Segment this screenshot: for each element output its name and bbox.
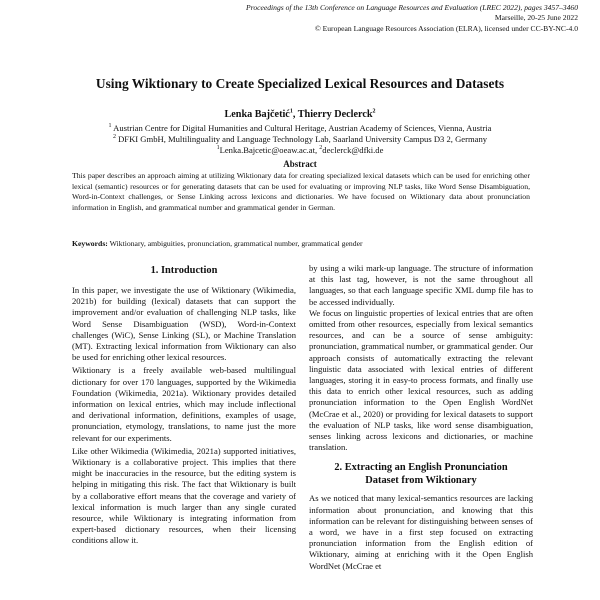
section-heading-line: 2. Extracting an English Pronunciation xyxy=(334,462,508,474)
section-heading-introduction: 1. Introduction xyxy=(150,265,218,276)
abstract-heading: Abstract xyxy=(283,159,317,169)
email-sup: 1 xyxy=(216,144,220,151)
keywords-label: Keywords: xyxy=(72,239,108,248)
email-sup: 2 xyxy=(319,144,323,151)
paper-title: Using Wiktionary to Create Specialized Lexical Resources and Datasets xyxy=(95,76,505,91)
aff-sup: 1 xyxy=(108,123,112,130)
author-name: Thierry Declerck xyxy=(297,109,373,120)
paragraph: As we noticed that many lexical-semantics resources are lacking information about pronunciation, and knowing that this information can be relevant for distinguishing between senses of a word, we have in a first step focused on extracting pronunciation information from the English edition of Wiktionary, aiming at enriching with it the Open English WordNet (McCrae et xyxy=(309,493,533,571)
proceedings-line: Proceedings of the 13th Conference on Language Resources and Evaluation (LREC 2022), pages 3457–3460 xyxy=(246,3,578,12)
proceedings-header xyxy=(246,3,578,34)
email-text: declerck@dfki.de xyxy=(322,144,384,155)
author-line xyxy=(0,109,600,120)
author-sup: 1 xyxy=(289,108,293,115)
author-name: Lenka Bajčetić xyxy=(224,109,290,120)
author-separator: , xyxy=(292,109,298,120)
keywords xyxy=(72,239,530,250)
proceedings-location: Marseille, 20-25 June 2022 xyxy=(494,13,578,23)
paragraph: In this paper, we investigate the use of Wiktionary (Wikimedia, 2021b) for building (lexical) datasets that can support the improvement and/or evaluation of challenging NLP tasks, like Word Sense Disambiguation (WSD), Word-in-Context challenges (WiC), Sense Linking (SL), or Machine Translation (MT). Extracting lexical information from Wiktionary can also be used for enriching other lexical resources. xyxy=(72,285,296,363)
affiliation-1 xyxy=(0,123,600,134)
author-sup: 2 xyxy=(372,108,376,115)
section-heading-line: Dataset from Wiktionary xyxy=(365,475,477,487)
aff-text: Austrian Centre for Digital Humanities and Cultural Heritage, Austrian Academy of Sciences, Vienna, Austria xyxy=(111,123,492,133)
affiliation-2 xyxy=(0,134,600,145)
paragraph: We focus on linguistic properties of lexical entries that are often omitted from other resources, especially from lexical semantics resources, and can be a source of sense ambiguity: pronunciation, grammatical number, or grammatical gender. Our approach consists of automatically extracting the relevant linguistic data associated with lexical entries of different languages, storing it in easy-to process formats, and finally use this data to enrich other lexical resources, such as adding pronunciation information to the Open English WordNet (McCrae et al., 2020) or providing for lexical datasets to support the evaluation of NLP tasks, like word sense disambiguation, senses linking across lexicons and dictionaries, or machine translation. xyxy=(309,307,533,453)
copyright-line: © European Language Resources Association (ELRA), licensed under CC-BY-NC-4.0 xyxy=(314,23,578,33)
keywords-text: Wiktionary, ambiguities, pronunciation, grammatical number, grammatical gender xyxy=(107,239,363,248)
affiliations xyxy=(0,123,600,155)
email-text: Lenka.Bajcetic@oeaw.ac.at, xyxy=(219,144,320,155)
left-column xyxy=(72,264,296,547)
paragraph: Wiktionary is a freely available web-based multilingual dictionary for over 170 languages, supported by the Wikimedia Foundation (Wikimedia, 2021a). Wiktionary provides detailed information on lexical entries, which may include inflectional and derivational information, definitions, examples of usage, pronunciation, etymology, translations, to name just the more relevant for our experiments. xyxy=(72,365,296,443)
right-column xyxy=(309,263,533,572)
aff-text: DFKI GmbH, Multilinguality and Language Technology Lab, Saarland University Campus D3 2, Germany xyxy=(115,133,488,144)
emails xyxy=(0,145,600,156)
paragraph: by using a wiki mark-up language. The structure of information at this last tag, however, is not the same throughout all languages, so that each language specific XML dump file has to be accessed individually. xyxy=(309,263,533,307)
section-heading-extracting xyxy=(309,461,533,487)
paragraph: Like other Wikimedia (Wikimedia, 2021a) supported initiatives, Wiktionary is a collaborative project. This implies that there might be inaccuracies in the resource, but the editing system is helping in mitigating this risk. The fact that Wiktionary is built by a collaborative effort means that the coverage and variety of lexical information is much larger than any single curated resource, while Wiktionary is integrating information from expert-based dictionary resources, when their licensing conditions allow it. xyxy=(72,445,296,546)
abstract-text: This paper describes an approach aiming at utilizing Wiktionary data for creating specialized lexical datasets which can be used for enriching other lexical (semantic) resources or for generating datasets that can be used for evaluating or improving NLP tasks, like Word Sense Disambiguation, Word-in-Context challenges, or Sense Linking across lexicons and dictionaries. We have focused on Wiktionary data about pronunciation information in English, and grammatical number and grammatical gender in German. xyxy=(72,171,530,212)
aff-sup: 2 xyxy=(112,133,116,140)
